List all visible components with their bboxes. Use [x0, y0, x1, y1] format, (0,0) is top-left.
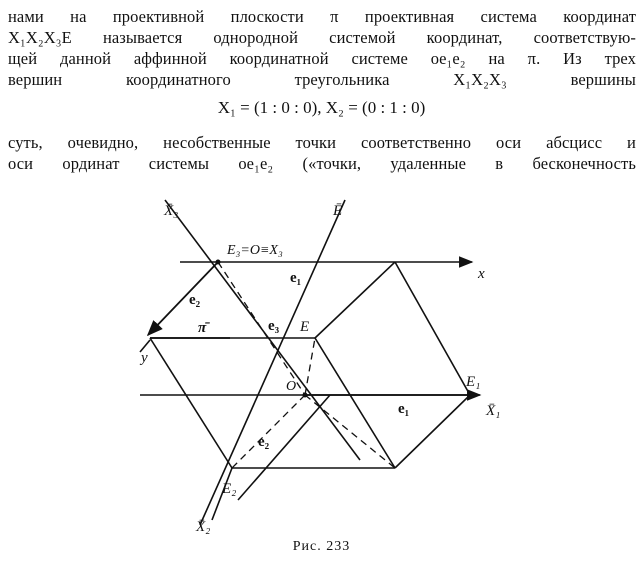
text-line: суть, очевидно, несобственные точки соответственно оси абсцисс и [8, 133, 636, 152]
dashed-line [232, 395, 305, 468]
text-line: нами на проективной плоскости π проективная система координат [8, 7, 636, 26]
dashed-line [305, 338, 315, 395]
text-line: X₁X₂X₃E называется однородной системой координат, соответствую- [8, 28, 636, 47]
dashed-line [305, 395, 395, 468]
label-E2: E₂ [222, 481, 237, 497]
label-origin: O [286, 379, 297, 394]
label-e3-vector: e₃ [268, 318, 280, 334]
label-e1-bottom: e₁ [398, 401, 410, 417]
label-x3-axis: X̄₃ [164, 203, 179, 219]
e2-vector-top [148, 262, 218, 335]
edge [395, 262, 470, 395]
label-e2-left: e₂ [189, 292, 201, 308]
point-e3 [216, 260, 221, 265]
label-E1: E₁ [466, 374, 481, 390]
text-line: оси ординат системы oe₁e₂ («точки, удаленные в бесконечность [8, 154, 636, 173]
label-x1-axis: X̄₁ [486, 403, 501, 419]
label-e1-top: e₁ [290, 270, 302, 286]
label-e3: E₃=O≡X₃ [227, 243, 283, 258]
label-pi: π̄ [198, 320, 207, 336]
label-y-axis: y [141, 350, 148, 366]
edge [315, 262, 395, 338]
point-origin [303, 393, 308, 398]
label-E: E [300, 319, 310, 335]
text-line: вершин координатного треугольника X₁X₂X₃ вершины [8, 70, 636, 89]
label-x-axis: x [478, 266, 485, 282]
label-e-axis: Ē [333, 203, 343, 219]
formula: X₁ = (1 : 0 : 0), X₂ = (0 : 1 : 0) [217, 98, 426, 117]
x3-axis-line [165, 200, 360, 460]
label-e2-bottom: e₂ [258, 434, 270, 450]
label-x2-axis: X̄₂ [196, 519, 211, 535]
edge [150, 338, 232, 468]
figure-caption: Рис. 233 [292, 539, 351, 554]
edge [315, 338, 395, 468]
text-line: щей данной аффинной координатной системе oe₁e₂ на π. Из трех [8, 49, 636, 68]
